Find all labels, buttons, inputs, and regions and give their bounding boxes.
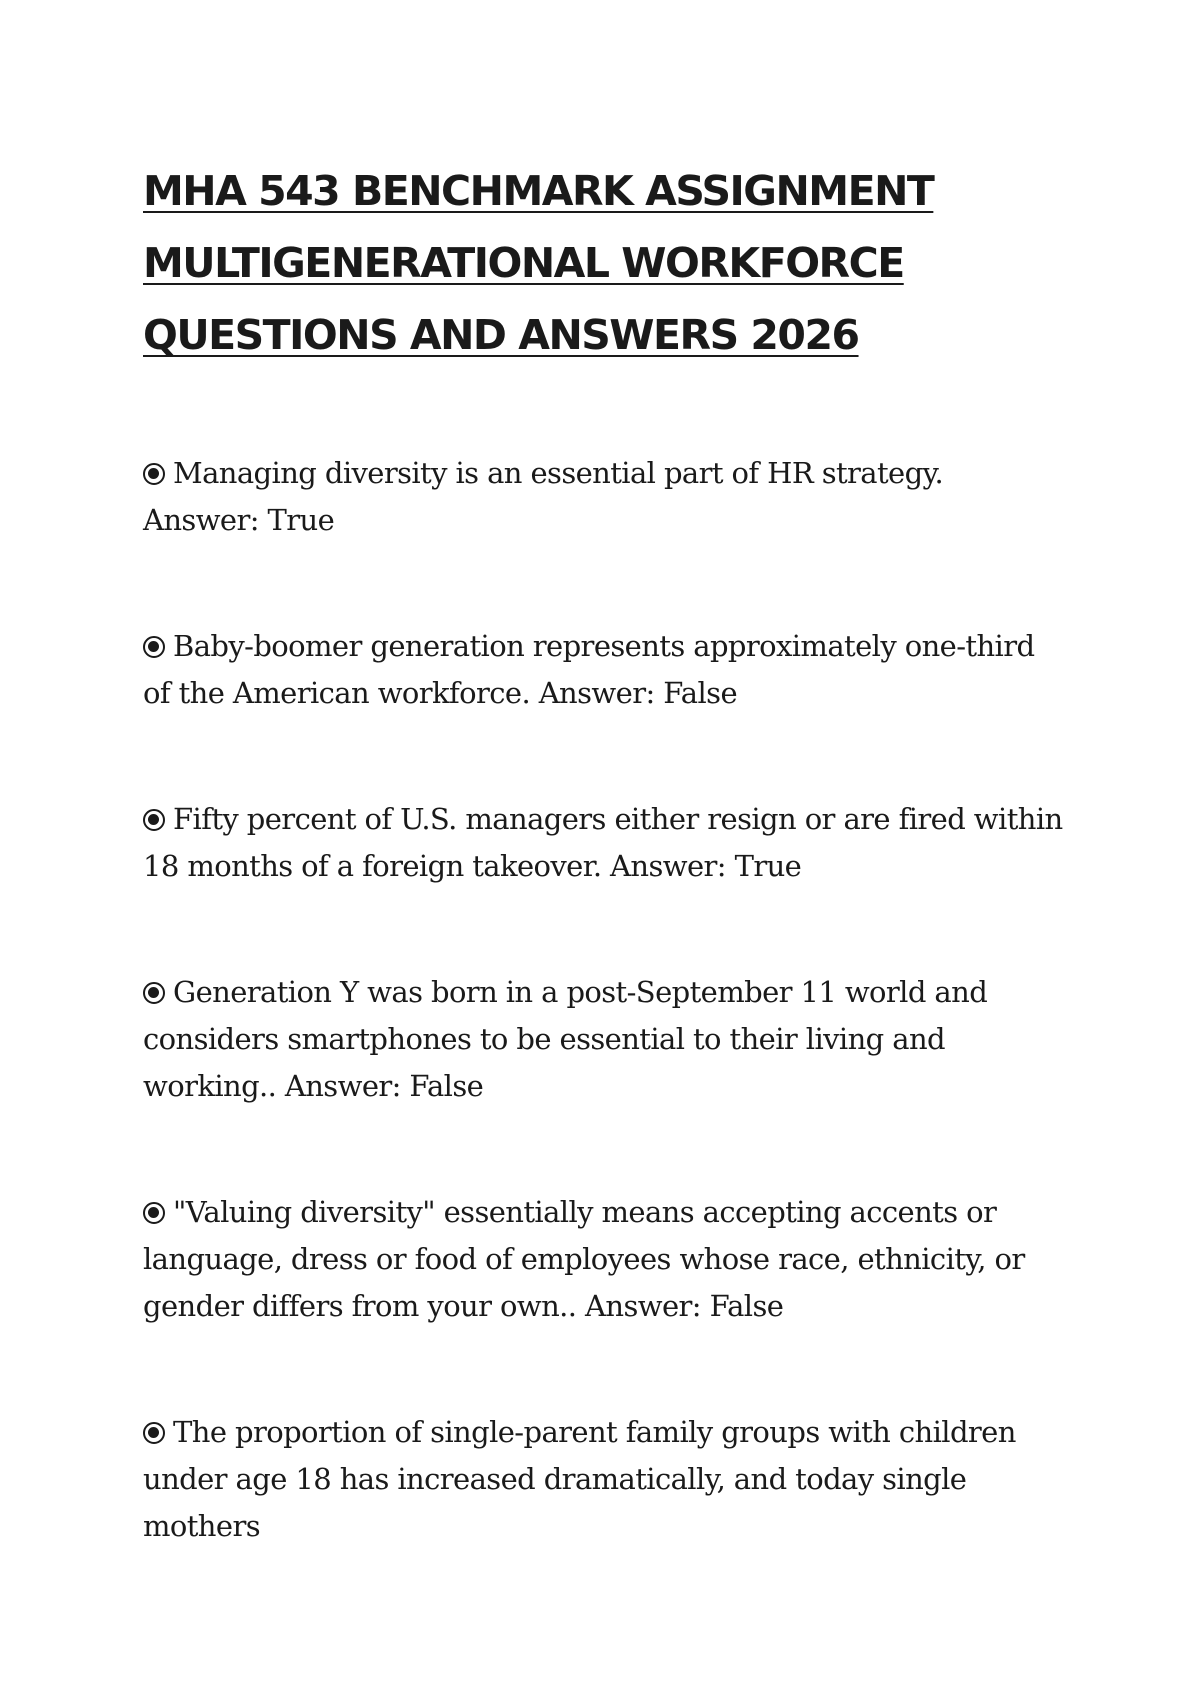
item-text: Fifty percent of U.S. managers either resign or are fired within 18 months of a foreign takeover. Answer: True <box>143 802 1063 883</box>
document-title <box>143 155 1063 371</box>
radio-bullet-icon <box>143 982 165 1004</box>
radio-bullet-icon <box>143 1422 165 1444</box>
title-text: MHA 543 BENCHMARK ASSIGNMENT MULTIGENERATIONAL WORKFORCE QUESTIONS AND ANSWERS 2026 <box>143 167 934 359</box>
item-text: "Valuing diversity" essentially means accepting accents or language, dress or food of employees whose race, ethnicity, or gender differs from your own.. Answer: False <box>143 1195 1025 1323</box>
radio-bullet-icon <box>143 809 165 831</box>
qa-list <box>143 450 1063 1629</box>
radio-bullet-icon <box>143 463 165 485</box>
item-text: Baby-boomer generation represents approximately one-third of the American workforce. Answer: False <box>143 629 1035 710</box>
list-item <box>143 1409 1063 1550</box>
item-text: Generation Y was born in a post-September 11 world and considers smartphones to be essential to their living and working.. Answer: False <box>143 975 988 1103</box>
radio-bullet-icon <box>143 1202 165 1224</box>
list-item <box>143 623 1063 717</box>
list-item <box>143 969 1063 1110</box>
list-item <box>143 450 1063 544</box>
list-item <box>143 1189 1063 1330</box>
radio-bullet-icon <box>143 636 165 658</box>
item-text: The proportion of single-parent family groups with children under age 18 has increased dramatically, and today single mothers <box>143 1415 1016 1543</box>
item-text: Managing diversity is an essential part of HR strategy. Answer: True <box>143 456 944 537</box>
list-item <box>143 796 1063 890</box>
